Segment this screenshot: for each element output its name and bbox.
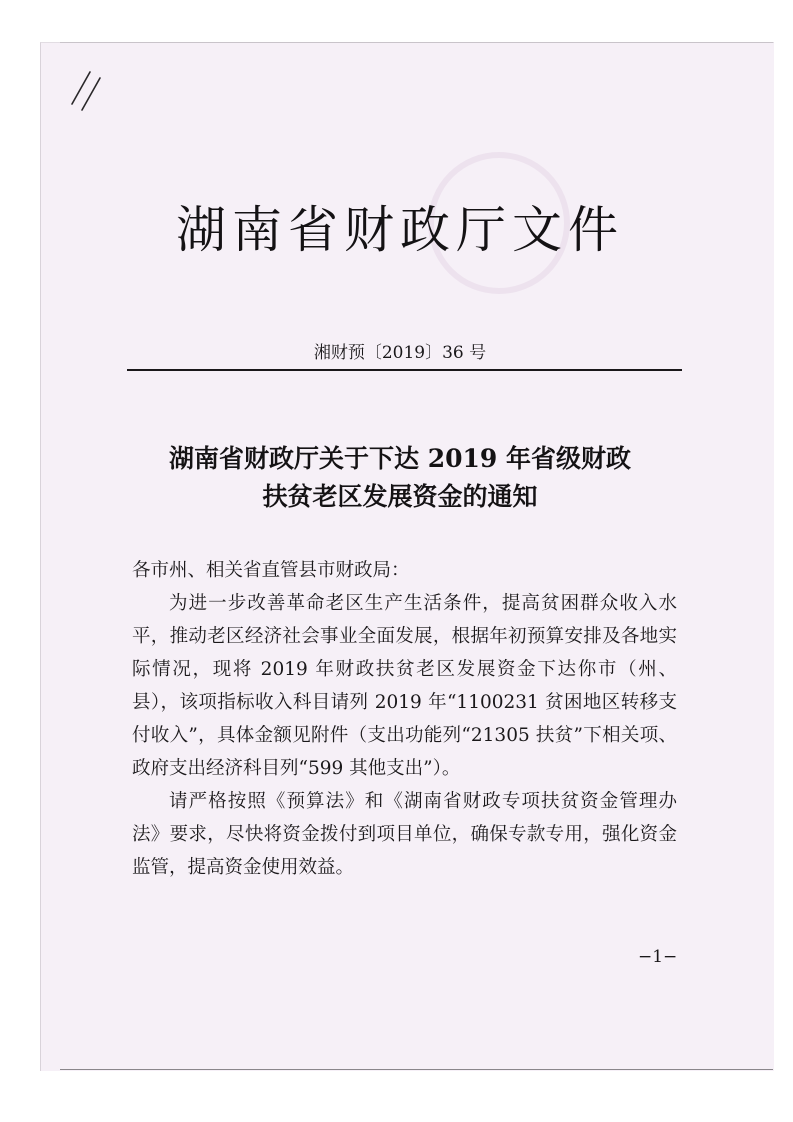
notice-body	[132, 554, 677, 884]
notice-title-line-1: 湖南省财政厅关于下达 2019 年省级财政	[169, 444, 631, 473]
document-number: 湘财预〔2019〕36 号	[313, 343, 487, 363]
paper-top-edge	[60, 42, 773, 43]
handwritten-slash-mark	[68, 68, 108, 112]
notice-title	[110, 440, 690, 516]
header-divider-rule	[127, 369, 682, 371]
salutation: 各市州、相关省直管县市财政局：	[132, 560, 410, 581]
document-header-title: 湖南省财政厅文件	[176, 201, 624, 259]
notice-title-line-2: 扶贫老区发展资金的通知	[262, 482, 538, 511]
body-paragraph-2: 请严格按照《预算法》和《湖南省财政专项扶贫资金管理办法》要求，尽快将资金拨付到项目单位，确保专款专用，强化资金监管，提高资金使用效益。	[132, 791, 677, 878]
paper-bottom-edge	[60, 1069, 773, 1070]
body-paragraph-1: 为进一步改善革命老区生产生活条件，提高贫困群众收入水平，推动老区经济社会事业全面发展，根据年初预算安排及各地实际情况，现将 2019 年财政扶贫老区发展资金下达你市（州、县），该项指标收入科目请列 2019 年“1100231 贫困地区转移支付收入”，具体金额见附件（支出功能列“21305 扶贫”下相关项、政府支出经济科目列“599 其他支出”）。	[132, 593, 677, 779]
page-number: −1−	[638, 947, 678, 967]
